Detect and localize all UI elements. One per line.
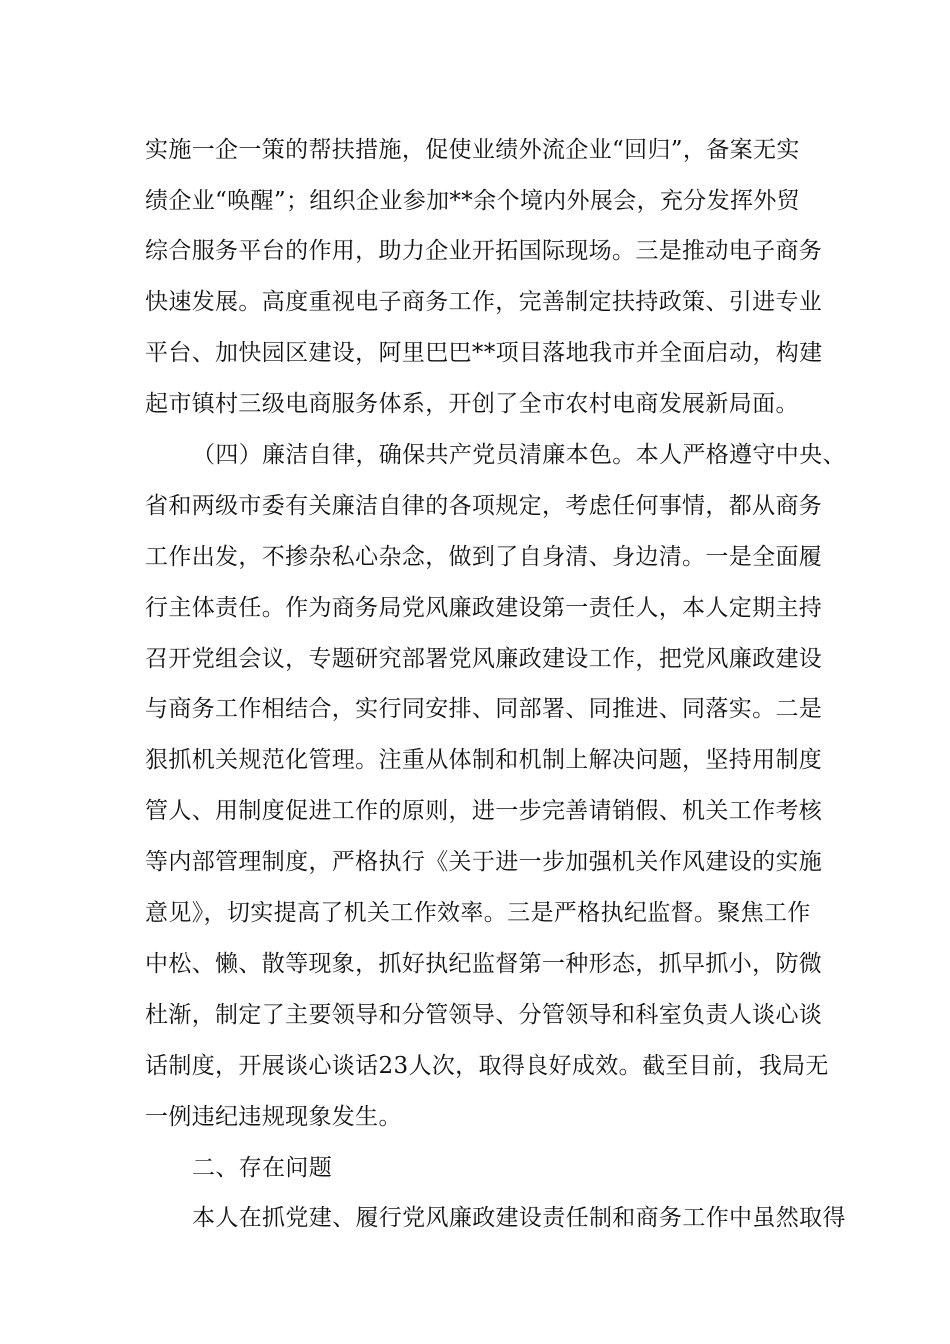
- text-line: 快速发展。高度重视电子商务工作，完善制定扶持政策、引进专业: [145, 289, 823, 315]
- text-line: 一例违纪违规现象发生。: [145, 1104, 402, 1130]
- text-line: 综合服务平台的作用，助力企业开拓国际现场。三是推动电子商务: [145, 238, 823, 264]
- text-line: 狠抓机关规范化管理。注重从体制和机制上解决问题，坚持用制度: [145, 747, 823, 773]
- text-line: 绩企业“唤醒”；组织企业参加**余个境内外展会，充分发挥外贸: [145, 188, 801, 214]
- section-heading-2: 二、存在问题: [192, 1155, 333, 1181]
- text-line: 平台、加快园区建设，阿里巴巴**项目落地我市并全面启动，构建: [145, 340, 823, 366]
- text-line: 工作出发，不掺杂私心杂念，做到了自身清、身边清。一是全面履: [145, 544, 823, 570]
- text-line: 起市镇村三级电商服务体系，开创了全市农村电商发展新局面。: [145, 391, 799, 417]
- text-line: 召开党组会议，专题研究部署党风廉政建设工作，把党风廉政建设: [145, 646, 823, 672]
- paragraph-start-line: 本人在抓党建、履行党风廉政建设责任制和商务工作中虽然取得: [192, 1205, 846, 1231]
- text-line: 杜渐，制定了主要领导和分管领导、分管领导和科室负责人谈心谈: [145, 1002, 823, 1028]
- text-line: 中松、懒、散等现象，抓好执纪监督第一种形态，抓早抓小，防微: [145, 951, 823, 977]
- section-heading-4: （四）廉洁自律，确保共产党员清廉本色。本人严格遵守中央、: [192, 442, 846, 468]
- text-line: 行主体责任。作为商务局党风廉政建设第一责任人，本人定期主持: [145, 595, 823, 621]
- text-line: 话制度，开展谈心谈话23人次，取得良好成效。截至目前，我局无: [145, 1053, 829, 1079]
- text-line: 等内部管理制度，严格执行《关于进一步加强机关作风建设的实施: [145, 849, 823, 875]
- text-line: 实施一企一策的帮扶措施，促使业绩外流企业“回归”，备案无实: [145, 137, 800, 163]
- text-line: 管人、用制度促进工作的原则，进一步完善请销假、机关工作考核: [145, 798, 823, 824]
- text-line: 与商务工作相结合，实行同安排、同部署、同推进、同落实。二是: [145, 696, 823, 722]
- text-line: 省和两级市委有关廉洁自律的各项规定，考虑任何事情，都从商务: [145, 493, 823, 519]
- text-line: 意见》，切实提高了机关工作效率。三是严格执纪监督。聚焦工作: [145, 900, 811, 926]
